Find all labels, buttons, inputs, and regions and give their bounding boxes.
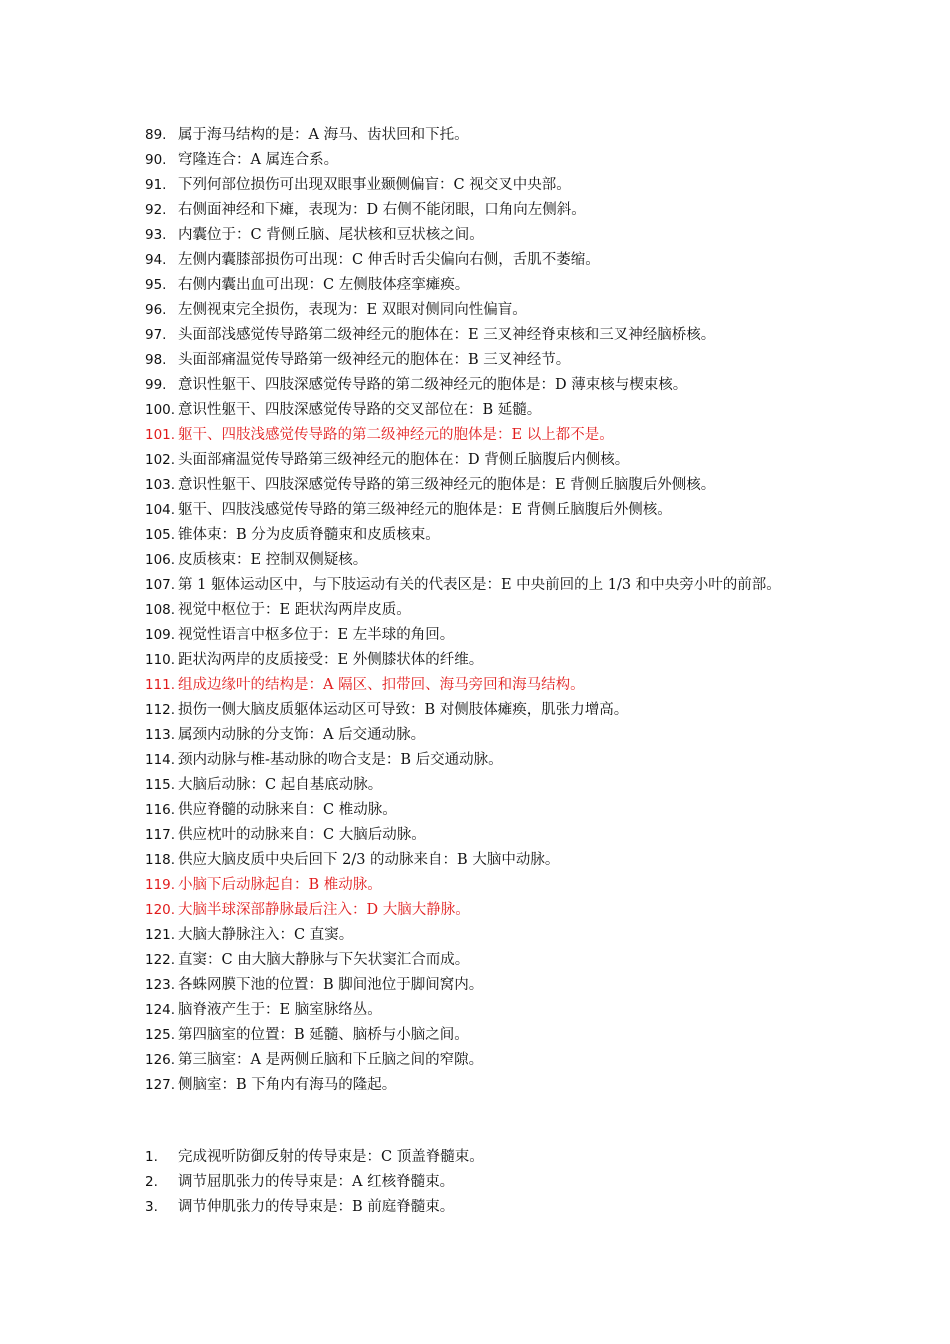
- item-text: 完成视听防御反射的传导束是：C 顶盖脊髓束。: [178, 1149, 484, 1165]
- list-item: [145, 173, 825, 198]
- item-text: 视觉中枢位于：E 距状沟两岸皮质。: [178, 602, 411, 618]
- item-number: 118.: [145, 852, 176, 868]
- item-text: 组成边缘叶的结构是：A 隔区、扣带回、海马旁回和海马结构。: [178, 677, 585, 693]
- item-text: 头面部痛温觉传导路第一级神经元的胞体在：B 三叉神经节。: [178, 352, 571, 368]
- item-text: 直窦：C 由大脑大静脉与下矢状窦汇合而成。: [178, 952, 470, 968]
- item-text: 大脑大静脉注入：C 直窦。: [178, 927, 354, 943]
- item-text: 第三脑室：A 是两侧丘脑和下丘脑之间的窄隙。: [178, 1052, 484, 1068]
- list-item: [145, 523, 825, 548]
- list-item: [145, 823, 825, 848]
- item-number: 124.: [145, 1002, 176, 1018]
- item-number: 100.: [145, 402, 176, 418]
- item-number: 1.: [145, 1149, 158, 1165]
- item-number: 105.: [145, 527, 176, 543]
- item-number: 97.: [145, 327, 167, 343]
- item-number: 114.: [145, 752, 176, 768]
- item-number: 2.: [145, 1174, 158, 1190]
- item-number: 92.: [145, 202, 167, 218]
- item-number: 96.: [145, 302, 167, 318]
- list-item: [145, 773, 825, 798]
- item-text: 皮质核束：E 控制双侧疑核。: [178, 552, 368, 568]
- list-item: [145, 1048, 825, 1073]
- item-number: 112.: [145, 702, 176, 718]
- item-number: 116.: [145, 802, 176, 818]
- item-text: 供应大脑皮质中央后回下 2/3 的动脉来自：B 大脑中动脉。: [178, 852, 560, 868]
- list-item: [145, 848, 825, 873]
- item-number: 94.: [145, 252, 167, 268]
- list-item: [145, 598, 825, 623]
- list-item: [145, 798, 825, 823]
- list-item: [145, 573, 825, 598]
- item-text: 调节伸肌张力的传导束是：B 前庭脊髓束。: [178, 1199, 455, 1215]
- item-text: 意识性躯干、四肢深感觉传导路的第二级神经元的胞体是：D 薄束核与楔束核。: [178, 377, 688, 393]
- list-item: [145, 723, 825, 748]
- list-item: [145, 398, 825, 423]
- item-number: 89.: [145, 127, 167, 143]
- list-item: [145, 898, 825, 923]
- item-number: 111.: [145, 677, 176, 693]
- item-number: 3.: [145, 1199, 158, 1215]
- list-item: [145, 198, 825, 223]
- list-item: [145, 348, 825, 373]
- item-number: 104.: [145, 502, 176, 518]
- list-item: [145, 673, 825, 698]
- item-text: 意识性躯干、四肢深感觉传导路的交叉部位在：B 延髓。: [178, 402, 542, 418]
- list-item: [145, 698, 825, 723]
- item-number: 103.: [145, 477, 176, 493]
- list-item: [145, 448, 825, 473]
- item-text: 属于海马结构的是：A 海马、齿状回和下托。: [178, 127, 469, 143]
- item-text: 大脑半球深部静脉最后注入：D 大脑大静脉。: [178, 902, 470, 918]
- item-number: 99.: [145, 377, 167, 393]
- list-item: [145, 1145, 825, 1170]
- item-text: 属颈内动脉的分支饰：A 后交通动脉。: [178, 727, 426, 743]
- list-item: [145, 498, 825, 523]
- list-item: [145, 648, 825, 673]
- item-text: 下列何部位损伤可出现双眼事业颞侧偏盲：C 视交叉中央部。: [178, 177, 571, 193]
- item-number: 91.: [145, 177, 167, 193]
- item-text: 内囊位于：C 背侧丘脑、尾状核和豆状核之间。: [178, 227, 484, 243]
- list-item: [145, 323, 825, 348]
- item-number: 120.: [145, 902, 176, 918]
- item-text: 右侧面神经和下瘫，表现为：D 右侧不能闭眼，口角向左侧斜。: [178, 202, 586, 218]
- list-item: [145, 623, 825, 648]
- list-item: [145, 273, 825, 298]
- item-text: 视觉性语言中枢多位于：E 左半球的角回。: [178, 627, 455, 643]
- list-item: [145, 298, 825, 323]
- item-text: 躯干、四肢浅感觉传导路的第二级神经元的胞体是：E 以上都不是。: [178, 427, 614, 443]
- list-item: [145, 148, 825, 173]
- list-item: [145, 473, 825, 498]
- list-item: [145, 748, 825, 773]
- list-item: [145, 248, 825, 273]
- item-text: 侧脑室：B 下角内有海马的隆起。: [178, 1077, 397, 1093]
- item-text: 头面部浅感觉传导路第二级神经元的胞体在：E 三叉神经脊束核和三叉神经脑桥核。: [178, 327, 716, 343]
- list-item: [145, 123, 825, 148]
- item-number: 108.: [145, 602, 176, 618]
- list-item: [145, 373, 825, 398]
- item-text: 躯干、四肢浅感觉传导路的第三级神经元的胞体是：E 背侧丘脑腹后外侧核。: [178, 502, 672, 518]
- item-number: 117.: [145, 827, 176, 843]
- item-number: 127.: [145, 1077, 176, 1093]
- item-number: 107.: [145, 577, 176, 593]
- item-number: 95.: [145, 277, 167, 293]
- list-item: [145, 873, 825, 898]
- item-number: 121.: [145, 927, 176, 943]
- item-text: 损伤一侧大脑皮质躯体运动区可导致：B 对侧肢体瘫痪，肌张力增高。: [178, 702, 629, 718]
- item-number: 109.: [145, 627, 176, 643]
- item-text: 各蛛网膜下池的位置：B 脚间池位于脚间窝内。: [178, 977, 484, 993]
- list-item: [145, 223, 825, 248]
- item-text: 大脑后动脉：C 起自基底动脉。: [178, 777, 383, 793]
- item-number: 102.: [145, 452, 176, 468]
- item-text: 供应枕叶的动脉来自：C 大脑后动脉。: [178, 827, 426, 843]
- item-text: 调节屈肌张力的传导束是：A 红核脊髓束。: [178, 1174, 455, 1190]
- item-text: 头面部痛温觉传导路第三级神经元的胞体在：D 背侧丘脑腹后内侧核。: [178, 452, 630, 468]
- item-text: 右侧内囊出血可出现：C 左侧肢体痉挛瘫痪。: [178, 277, 470, 293]
- list-item: [145, 548, 825, 573]
- list-item: [145, 998, 825, 1023]
- item-text: 脑脊液产生于：E 脑室脉络丛。: [178, 1002, 382, 1018]
- list-item: [145, 1023, 825, 1048]
- item-number: 123.: [145, 977, 176, 993]
- question-list-main: [145, 123, 825, 1098]
- item-text: 左侧内囊膝部损伤可出现：C 伸舌时舌尖偏向右侧，舌肌不萎缩。: [178, 252, 600, 268]
- list-item: [145, 423, 825, 448]
- item-text: 锥体束：B 分为皮质脊髓束和皮质核束。: [178, 527, 440, 543]
- item-number: 125.: [145, 1027, 176, 1043]
- item-number: 110.: [145, 652, 176, 668]
- list-item: [145, 948, 825, 973]
- item-number: 101.: [145, 427, 176, 443]
- item-text: 供应脊髓的动脉来自：C 椎动脉。: [178, 802, 397, 818]
- question-list-second: [145, 1145, 825, 1220]
- item-text: 小脑下后动脉起自：B 椎动脉。: [178, 877, 382, 893]
- item-text: 距状沟两岸的皮质接受：E 外侧膝状体的纤维。: [178, 652, 484, 668]
- list-item: [145, 973, 825, 998]
- item-text: 第四脑室的位置：B 延髓、脑桥与小脑之间。: [178, 1027, 469, 1043]
- item-number: 115.: [145, 777, 176, 793]
- item-number: 119.: [145, 877, 176, 893]
- item-text: 意识性躯干、四肢深感觉传导路的第三级神经元的胞体是：E 背侧丘脑腹后外侧核。: [178, 477, 716, 493]
- item-text: 第 1 躯体运动区中，与下肢运动有关的代表区是：E 中央前回的上 1/3 和中央旁小叶的前部。: [178, 577, 781, 593]
- item-number: 113.: [145, 727, 176, 743]
- item-number: 98.: [145, 352, 167, 368]
- item-number: 93.: [145, 227, 167, 243]
- list-item: [145, 923, 825, 948]
- item-text: 左侧视束完全损伤，表现为：E 双眼对侧同向性偏盲。: [178, 302, 527, 318]
- item-number: 106.: [145, 552, 176, 568]
- item-number: 122.: [145, 952, 176, 968]
- item-text: 颈内动脉与椎-基动脉的吻合支是：B 后交通动脉。: [178, 752, 503, 768]
- list-item: [145, 1170, 825, 1195]
- item-number: 126.: [145, 1052, 176, 1068]
- item-number: 90.: [145, 152, 167, 168]
- list-item: [145, 1195, 825, 1220]
- list-item: [145, 1073, 825, 1098]
- item-text: 穹隆连合：A 属连合系。: [178, 152, 339, 168]
